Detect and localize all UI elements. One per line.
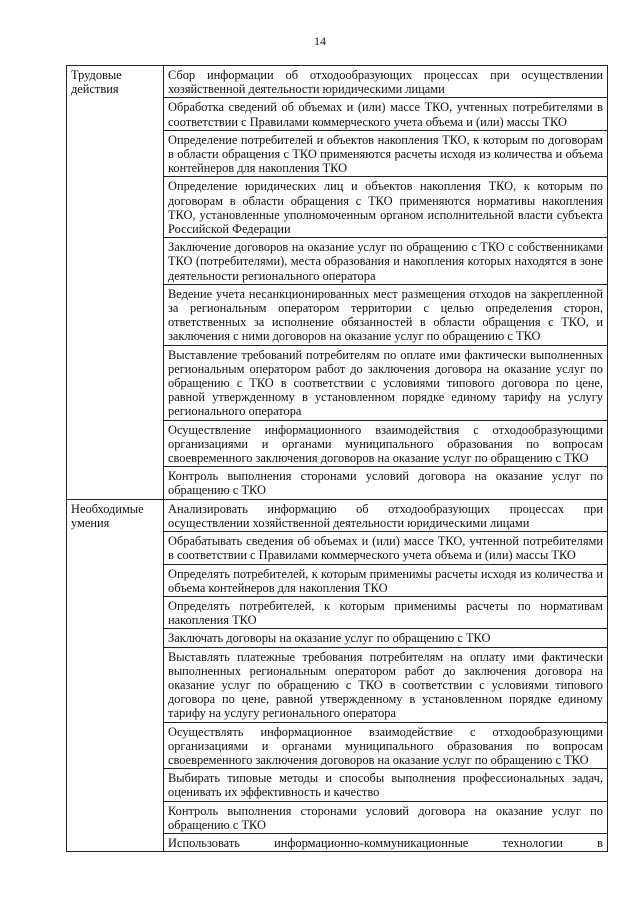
competency-item: Осуществление информационного взаимодействия с отходообразующими организациями и органами муниципального образования по вопросам своевременного заключения договоров на оказание услуг по обращению с ТКО (164, 420, 608, 467)
competency-item-text: Использовать информационно-коммуникационные технологии в (168, 835, 603, 850)
table-row (67, 66, 608, 98)
competency-item: Контроль выполнения сторонами условий договора на оказание услуг по обращению с ТКО (164, 801, 608, 833)
competency-item: Определять потребителей, к которым применимы расчеты по нормативам накопления ТКО (164, 596, 608, 628)
competency-item: Обработка сведений об объемах и (или) массе ТКО, учтенных потребителями в соответствии с Правилами коммерческого учета объема и (или) массы ТКО (164, 98, 608, 130)
competency-item: Контроль выполнения сторонами условий договора на оказание услуг по обращению с ТКО (164, 467, 608, 499)
competency-item: Обрабатывать сведения об объемах и (или) массе ТКО, учтенной потребителями в соответствии с Правилами коммерческого учета объема и (или) массы ТКО (164, 532, 608, 564)
competency-item: Анализировать информацию об отходообразующих процессах при осуществлении хозяйственной деятельности юридическими лицами (164, 499, 608, 531)
page-number: 14 (314, 34, 326, 48)
table-row (67, 499, 608, 531)
competency-item: Ведение учета несанкционированных мест размещения отходов на закрепленной за региональным оператором территории с целью определения сторон, ответственных за исполнение обязанностей в области обращения с ТКО, и заключения с ними договоров на оказание услуг по обращению с ТКО (164, 284, 608, 345)
competency-item: Выставление требований потребителям по оплате ими фактически выполненных региональным оператором работ до заключения договора на оказание услуг по обращению с ТКО в соответствии с условиями типового договора по цене, равной утвержденному в установленном порядке единому тарифу на услугу регионального оператора (164, 345, 608, 420)
section-category-label: Трудовые действия (67, 66, 164, 500)
competency-item: Выбирать типовые методы и способы выполнения профессиональных задач, оценивать их эффективность и качество (164, 769, 608, 801)
competency-table (66, 65, 608, 852)
competency-item: Определение юридических лиц и объектов накопления ТКО, к которым по договорам в области обращения с ТКО применяются нормативы накопления ТКО, установленные уполномоченным органом исполнительной власти субъекта Российской Федерации (164, 177, 608, 238)
competency-item: Заключение договоров на оказание услуг по обращению с ТКО с собственниками ТКО (потребителями), места образования и накопления которых находятся в зоне деятельности регионального оператора (164, 238, 608, 285)
competency-item: Осуществлять информационное взаимодействие с отходообразующими организациями и органами муниципального образования по вопросам своевременного заключения договоров на оказание услуг по обращению с ТКО (164, 722, 608, 769)
competency-item: Заключать договоры на оказание услуг по обращению с ТКО (164, 629, 608, 647)
competency-item: Определение потребителей и объектов накопления ТКО, к которым по договорам в области обращения с ТКО применяются расчеты исходя из количества и объема контейнеров для накопления ТКО (164, 130, 608, 177)
competency-item: Сбор информации об отходообразующих процессах при осуществлении хозяйственной деятельности юридическими лицами (164, 66, 608, 98)
competency-item: Определять потребителей, к которым применимы расчеты исходя из количества и объема контейнеров для накопления ТКО (164, 564, 608, 596)
section-category-label: Необходимые умения (67, 499, 164, 851)
competency-table-body (67, 66, 608, 852)
competency-item: Выставлять платежные требования потребителям на оплату ими фактически выполненных региональным оператором работ до заключения договора на оказание услуг по обращению с ТКО в соответствии с условиями типового договора по цене, равной утвержденному в установленном порядке единому тарифу на услугу регионального оператора (164, 647, 608, 722)
competency-item (164, 833, 608, 851)
